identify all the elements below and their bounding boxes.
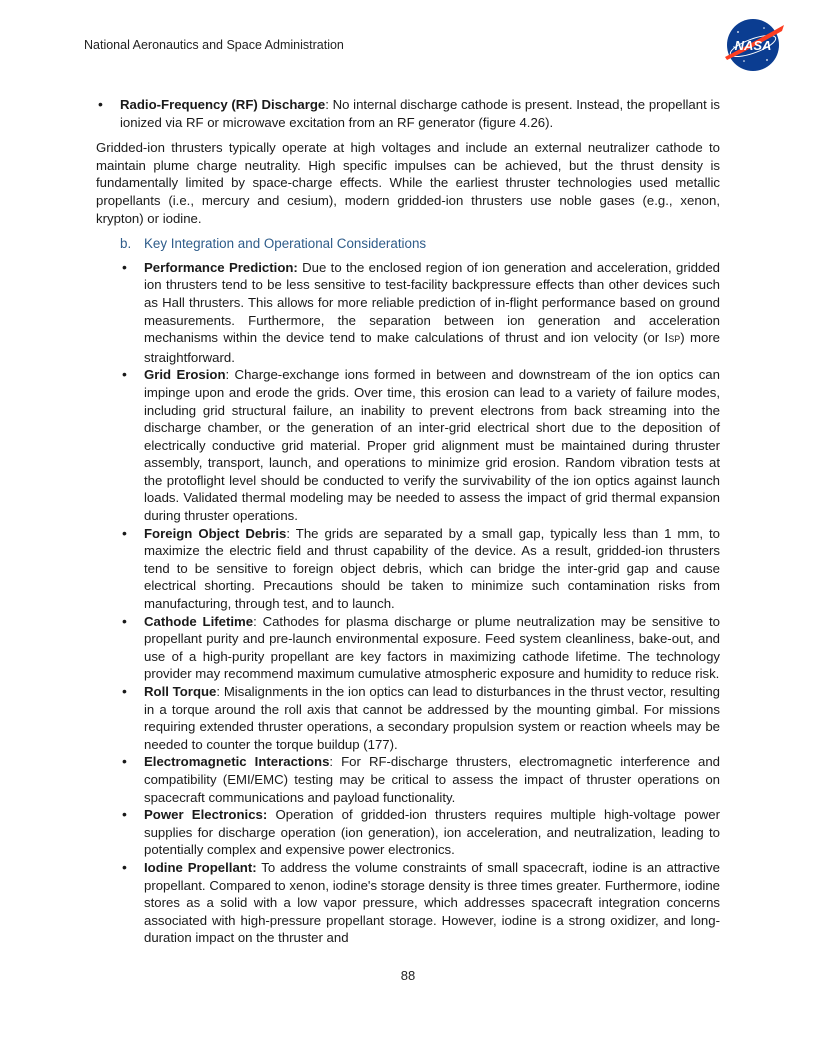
item-text: : Cathodes for plasma discharge or plume neutralization may be sensitive to propellant purity and pre-launch environmental exposure. Feed system cleanliness, bake-out, and use of a high-purity propellant are key factors in maximizing cathode lifetime. The technology provider may recommend maximum cumulative atmospheric exposure and humidity to reduce risk. bbox=[144, 613, 720, 682]
term: Iodine Propellant: bbox=[144, 859, 257, 875]
term: Power Electronics: bbox=[144, 807, 268, 823]
item-text: : Misalignments in the ion optics can lead to disturbances in the thrust vector, resulting in a torque around the roll axis that cannot be addressed by the mounting gimbal. For missions requiring extended thruster operations, a secondary propulsion system or reaction wheels may be needed to counter the torque buildup (177). bbox=[144, 684, 721, 752]
subscript: SP bbox=[668, 334, 681, 345]
list-item bbox=[120, 613, 720, 683]
header-organization: National Aeronautics and Space Administration bbox=[84, 38, 344, 52]
term: Electromagnetic Interactions bbox=[144, 754, 330, 770]
document-body bbox=[96, 96, 720, 947]
nasa-logo-text: NASA bbox=[734, 38, 772, 53]
term: Cathode Lifetime bbox=[144, 613, 254, 629]
list-item bbox=[120, 683, 720, 753]
list-item bbox=[96, 96, 720, 131]
section-heading bbox=[96, 235, 720, 253]
intro-bullet-list bbox=[96, 96, 720, 131]
term: Performance Prediction: bbox=[144, 259, 298, 275]
list-item bbox=[120, 859, 720, 947]
list-item bbox=[120, 525, 720, 613]
item-text: ) more straightforward. bbox=[144, 330, 721, 365]
section-title: Key Integration and Operational Considerations bbox=[144, 236, 427, 252]
item-text: : No internal discharge cathode is present. Instead, the propellant is ionized via RF or microwave excitation from an RF generator (figure 4.26). bbox=[120, 97, 720, 130]
nasa-meatball-logo-icon bbox=[722, 17, 786, 73]
list-item bbox=[120, 259, 720, 367]
item-text: : The grids are separated by a small gap, typically less than 1 mm, to maximize the electric field and thrust capability of the device. As a result, gridded-ion thrusters tend to be sensitive to foreign object debris, which can bridge the inter-grid gap and cause electrical shorting. Precautions should be taken to minimize such contamination risks from manufacturing, through test, and to launch. bbox=[144, 525, 721, 612]
term: Grid Erosion bbox=[144, 367, 226, 383]
item-text: To address the volume constraints of small spacecraft, iodine is an attractive propellant. Compared to xenon, iodine's storage density is three times greater. Furthermore, iodine stores as a solid with a low vapor pressure, which addresses spacecraft integration concerns associated with high-pressure propellant storage. However, iodine is a strong oxidizer, and long-duration impact on the thruster and bbox=[144, 859, 720, 946]
body-paragraph: Gridded-ion thrusters typically operate at high voltages and include an external neutralizer cathode to maintain plume charge neutrality. High specific impulses can be achieved, but the thrust density is fundamentally limited by space-charge effects. While the earliest thruster technologies used metallic propellants (i.e., mercury and cesium), modern gridded-ion thrusters use noble gases (e.g., xenon, krypton) or iodine. bbox=[96, 140, 720, 226]
term: Radio-Frequency (RF) Discharge bbox=[120, 97, 326, 112]
item-text: : For RF-discharge thrusters, electromagnetic interference and compatibility (EMI/EMC) testing may be critical to assess the impact of thruster operations on spacecraft communications and payload functionality. bbox=[144, 754, 721, 805]
item-text: Operation of gridded-ion thrusters requires multiple high-voltage power supplies for discharge operation (ion generation), ion acceleration, and neutralization, leading to potentially complex and expensive power electronics. bbox=[144, 807, 721, 858]
term: Roll Torque bbox=[144, 684, 217, 699]
page-number: 88 bbox=[400, 968, 416, 983]
section-letter: b. bbox=[120, 236, 132, 252]
considerations-list bbox=[120, 259, 720, 947]
list-item bbox=[120, 366, 720, 524]
item-text: Due to the enclosed region of ion generation and acceleration, gridded ion thrusters tend to be less sensitive to test-facility backpressure effects than other devices such as Hall thrusters. This allows for more reliable prediction of in-flight performance based on ground measurements. Furthermore, the separation between ion generation and acceleration mechanisms within the device tend to make calculations of thrust and ion velocity (or I bbox=[144, 259, 720, 346]
item-text: : Charge-exchange ions formed in between and downstream of the ion optics can impinge upon and erode the grids. Over time, this erosion can lead to a variety of failure modes, including grid structural failure, an inability to prevent electrons from back streaming into the discharge chamber, or the generation of an inter-grid electrical short due to the deposition of electrically conductive grid material. Proper grid alignment must be maintained during thruster assembly, transport, launch, and operations to minimize grid erosion. Random vibration tests at the protoflight level should be conducted to verify the survivability of the ion optics against launch loads. Validated thermal modeling may be needed to assess the impact of grid thermal expansion during thruster operations. bbox=[144, 367, 720, 524]
list-item bbox=[120, 806, 720, 859]
list-item bbox=[120, 753, 720, 806]
term: Foreign Object Debris bbox=[144, 525, 287, 541]
